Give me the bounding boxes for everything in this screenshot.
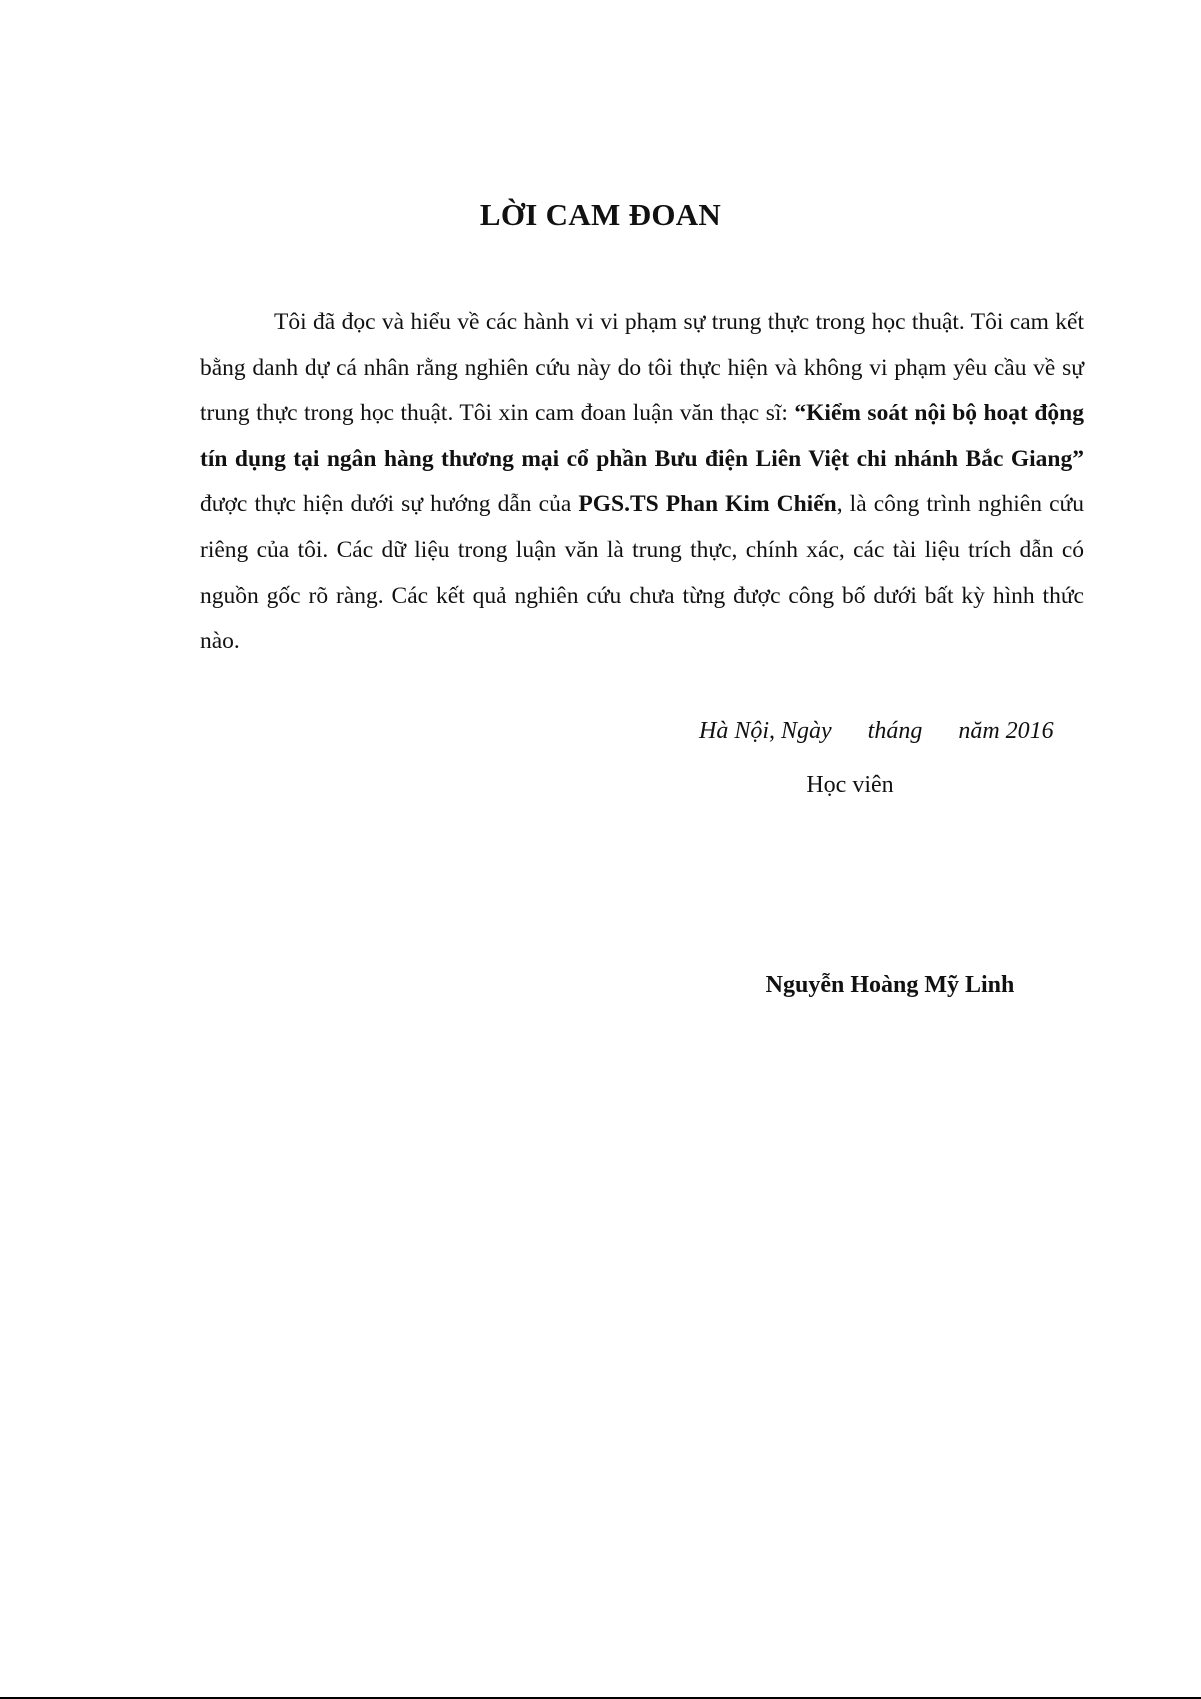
declaration-paragraph xyxy=(200,300,1084,665)
signer-name: Nguyễn Hoàng Mỹ Linh xyxy=(765,972,1015,998)
signer-role: Học viên xyxy=(806,772,894,798)
declaration-intro: Tôi đã đọc và hiểu về các hành vi vi phạm sự trung thực trong học thuật. Tôi cam kết bằng danh dự cá nhân rằng nghiên cứu này do tôi thực hiện và không vi phạm yêu cầu về sự trung thực trong học thuật. Tôi xin cam đoan luận văn thạc sĩ: xyxy=(200,309,1084,427)
guided-by-text: được thực hiện dưới sự hướng dẫn của xyxy=(200,491,579,518)
place-date-line: Hà Nội, Ngày tháng năm 2016 xyxy=(699,718,1054,744)
thesis-title: “Kiểm soát nội bộ hoạt động tín dụng tại ngân hàng thương mại cổ phần Bưu điện Liên Việt chi nhánh Bắc Giang” xyxy=(200,400,1084,472)
declaration-closing: , là công trình nghiên cứu riêng của tôi. Các dữ liệu trong luận văn là trung thực, chính xác, các tài liệu trích dẫn có nguồn gốc rõ ràng. Các kết quả nghiên cứu chưa từng được công bố dưới bất kỳ hình thức nào. xyxy=(200,491,1084,655)
supervisor-name: PGS.TS Phan Kim Chiến xyxy=(578,491,837,518)
page-title: LỜI CAM ĐOAN xyxy=(479,197,722,232)
